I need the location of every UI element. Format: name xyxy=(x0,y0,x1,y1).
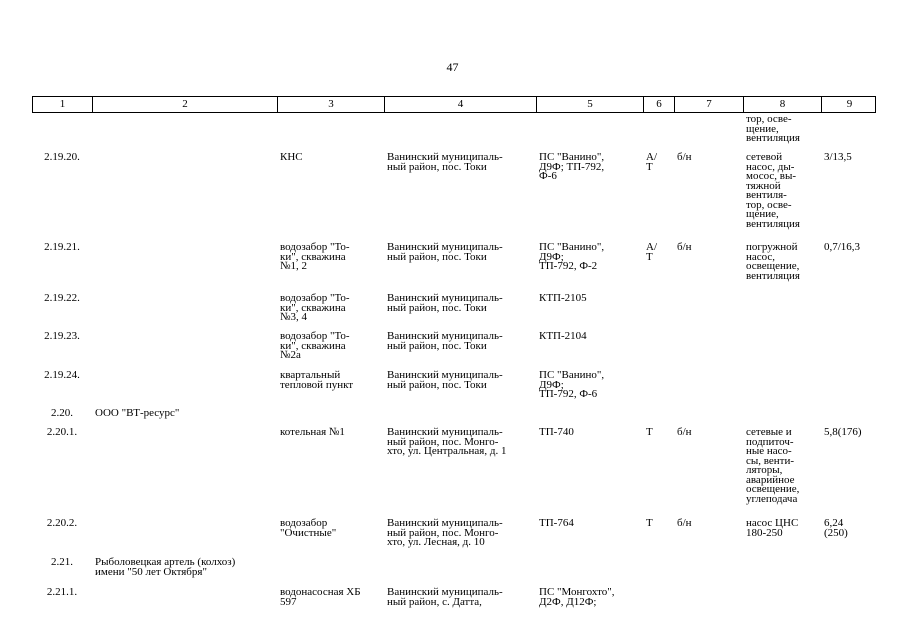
cell-supply: ПС "Ванино", Д9Ф; ТП-792, Ф-2 xyxy=(539,241,605,272)
cell-address: Ванинский муниципаль- ный район, с. Датта, xyxy=(387,586,503,608)
cell-supply xyxy=(536,409,643,419)
cell-number xyxy=(674,294,743,323)
cell-category: А/ Т xyxy=(646,151,657,173)
cell-index: 2.21.1. xyxy=(46,586,78,598)
cell-equipment xyxy=(743,409,821,419)
table-row xyxy=(32,428,876,504)
cell-index: 2.19.24. xyxy=(44,369,80,381)
table-row xyxy=(32,558,876,577)
table-row xyxy=(32,294,876,323)
header-col-5: 5 xyxy=(537,97,644,112)
cell-supply xyxy=(536,115,643,144)
cell-number xyxy=(674,115,743,144)
cell-address: Ванинский муниципаль- ный район, пос. Токи xyxy=(387,292,503,314)
cell-org xyxy=(92,371,277,400)
cell-index: 2.19.20. xyxy=(44,151,80,163)
cell-number: б/н xyxy=(677,517,692,529)
cell-power: 0,7/16,3 xyxy=(824,241,861,253)
cell-supply: ТП-740 xyxy=(539,426,574,438)
cell-org xyxy=(92,294,277,323)
cell-address: Ванинский муниципаль- ный район, пос. Монго- хто, ул. Центральная, д. 1 xyxy=(387,426,507,457)
cell-power xyxy=(821,115,876,144)
cell-power: 5,8(176) xyxy=(824,426,862,438)
cell-org xyxy=(92,243,277,281)
cell-object xyxy=(277,115,384,144)
table-header xyxy=(32,96,876,113)
cell-org xyxy=(92,332,277,361)
cell-org: Рыболовецкая артель (колхоз) имени "50 лет Октября" xyxy=(95,556,236,578)
cell-number: б/н xyxy=(677,241,692,253)
cell-power xyxy=(821,371,876,400)
cell-address: Ванинский муниципаль- ный район, пос. Токи xyxy=(387,369,503,391)
cell-power: 3/13,5 xyxy=(824,151,852,163)
cell-category xyxy=(643,115,674,144)
cell-power xyxy=(821,409,876,419)
cell-equipment xyxy=(743,332,821,361)
header-col-7: 7 xyxy=(675,97,744,112)
cell-number: б/н xyxy=(677,426,692,438)
cell-category: Т xyxy=(646,517,653,529)
cell-index: 2.21. xyxy=(51,556,73,568)
header-col-4: 4 xyxy=(385,97,537,112)
cell-equipment xyxy=(743,294,821,323)
cell-object: квартальный тепловой пункт xyxy=(280,369,354,391)
cell-address: Ванинский муниципаль- ный район, пос. Токи xyxy=(387,151,503,173)
cell-supply: ПС "Ванино", Д9Ф; ТП-792, Ф-6 xyxy=(539,151,605,182)
header-col-9: 9 xyxy=(846,98,853,110)
cell-object xyxy=(277,409,384,419)
cell-address xyxy=(384,409,536,419)
cell-index: 2.19.23. xyxy=(44,330,80,342)
table-row xyxy=(32,115,876,144)
cell-power xyxy=(821,332,876,361)
cell-index: 2.19.22. xyxy=(44,292,80,304)
cell-equipment xyxy=(743,371,821,400)
cell-org xyxy=(92,588,277,607)
cell-org xyxy=(92,115,277,144)
cell-power xyxy=(821,558,876,577)
cell-power xyxy=(821,588,876,607)
cell-number: б/н xyxy=(677,151,692,163)
cell-equipment: сетевой насос, ды- мосос, вы- тяжной вентиля- тор, осве- щение, вентиляция xyxy=(746,151,800,230)
cell-object: котельная №1 xyxy=(280,426,345,438)
table-row xyxy=(32,519,876,548)
cell-index xyxy=(32,115,92,144)
cell-address: Ванинский муниципаль- ный район, пос. Токи xyxy=(387,330,503,352)
cell-number xyxy=(674,558,743,577)
header-col-6: 6 xyxy=(644,97,675,112)
cell-address: Ванинский муниципаль- ный район, пос. Токи xyxy=(387,241,503,263)
cell-address xyxy=(384,558,536,577)
cell-index: 2.20. xyxy=(51,407,73,419)
cell-number xyxy=(674,409,743,419)
header-col-8: 8 xyxy=(744,97,822,112)
table-row xyxy=(32,409,876,419)
table-row xyxy=(32,243,876,281)
cell-number xyxy=(674,371,743,400)
cell-object xyxy=(277,558,384,577)
cell-object: водозабор "То- ки", скважина №2а xyxy=(280,330,350,361)
cell-category xyxy=(643,371,674,400)
table-row xyxy=(32,153,876,229)
cell-equipment: тор, осве- щение, вентиляция xyxy=(746,113,800,144)
cell-supply: ПС "Ванино", Д9Ф; ТП-792, Ф-6 xyxy=(539,369,605,400)
table-row xyxy=(32,588,876,607)
cell-number xyxy=(674,588,743,607)
cell-index: 2.20.2. xyxy=(46,517,78,529)
cell-equipment xyxy=(743,588,821,607)
cell-category: А/ Т xyxy=(646,241,657,263)
table-row xyxy=(32,332,876,361)
table-row xyxy=(32,371,876,400)
cell-object: водозабор "Очистные" xyxy=(280,517,337,539)
cell-index: 2.19.21. xyxy=(44,241,80,253)
cell-supply xyxy=(536,558,643,577)
cell-supply: ТП-764 xyxy=(539,517,574,529)
cell-org: ООО "ВТ-ресурс" xyxy=(95,407,180,419)
cell-category xyxy=(643,588,674,607)
cell-equipment: сетевые и подпиточ- ные насо- сы, венти- ляторы, аварийное освещение, углеподача xyxy=(746,426,800,505)
cell-category: Т xyxy=(646,426,653,438)
page-number: 47 xyxy=(446,60,459,74)
cell-category xyxy=(643,332,674,361)
cell-address: Ванинский муниципаль- ный район, пос. Монго- хто, ул. Лесная, д. 10 xyxy=(387,517,503,548)
cell-index: 2.20.1. xyxy=(46,426,78,438)
cell-equipment: погружной насос, освещение, вентиляция xyxy=(746,241,800,282)
cell-category xyxy=(643,558,674,577)
cell-category xyxy=(643,294,674,323)
cell-power xyxy=(821,294,876,323)
cell-supply: ПС "Монгохто", Д2Ф, Д12Ф; xyxy=(539,586,615,608)
cell-equipment: насос ЦНС 180-250 xyxy=(746,517,799,539)
cell-object: КНС xyxy=(280,151,303,163)
header-col-3: 3 xyxy=(278,97,385,112)
cell-power: 6,24 (250) xyxy=(824,517,848,539)
cell-org xyxy=(92,153,277,229)
cell-object: водозабор "То- ки", скважина №1, 2 xyxy=(280,241,350,272)
cell-org xyxy=(92,428,277,504)
header-col-1: 1 xyxy=(33,97,93,112)
header-col-2: 2 xyxy=(93,97,278,112)
cell-object: водозабор "То- ки", скважина №3, 4 xyxy=(280,292,350,323)
cell-address xyxy=(384,115,536,144)
cell-category xyxy=(643,409,674,419)
cell-supply: КТП-2104 xyxy=(539,330,587,342)
cell-object: водонасосная ХБ 597 xyxy=(280,586,361,608)
cell-number xyxy=(674,332,743,361)
cell-org xyxy=(92,519,277,548)
cell-supply: КТП-2105 xyxy=(539,292,587,304)
cell-equipment xyxy=(743,558,821,577)
